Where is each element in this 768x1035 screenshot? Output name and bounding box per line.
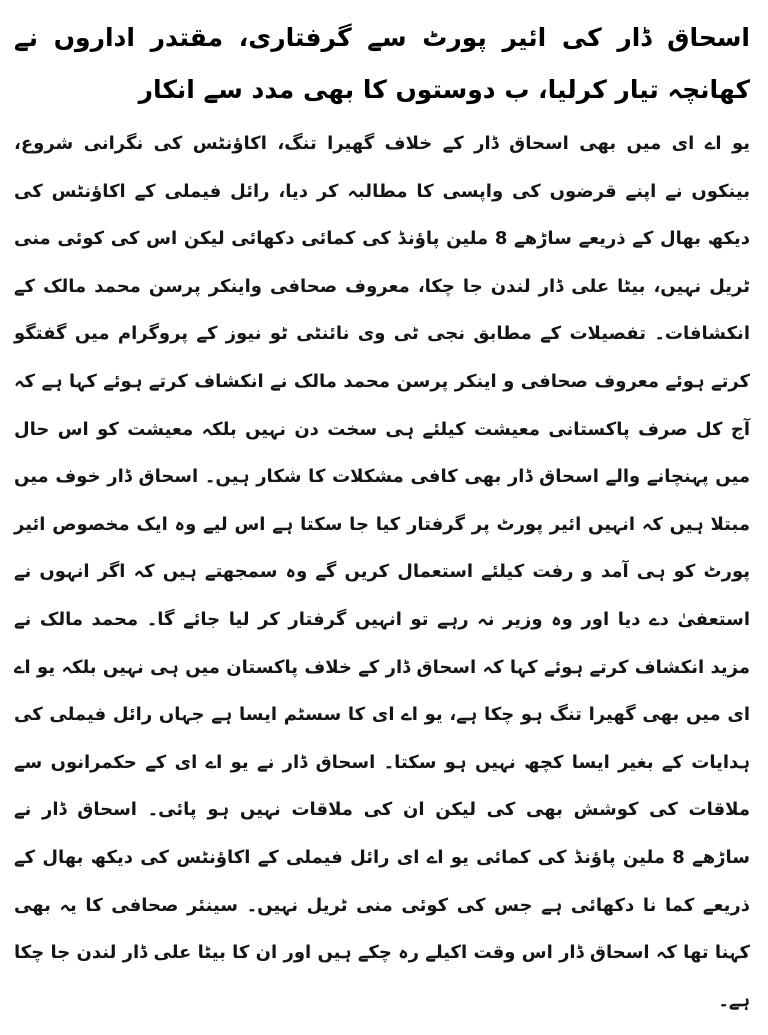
article-body: یو اے ای میں بھی اسحاق ڈار کے خلاف گھیرا تنگ، اکاؤنٹس کی نگرانی شروع، بینکوں نے اپنے قرضوں کی واپسی کا مطالبہ کر دیا، رائل فیملی کے اکاؤنٹس کی دیکھ بھال کے ذریعے ساڑھے 8 ملین پاؤنڈ کی کمائی دکھائی لیکن اس کی کوئی منی ٹریل نہیں، بیٹا علی ڈار لندن جا چکا، معروف صحافی واینکر پرسن محمد مالک کے انکشافات۔ تفصیلات کے مطابق نجی ٹی وی نائنٹی ٹو نیوز کے پروگرام میں گفتگو کرتے ہوئے معروف صحافی و اینکر پرسن محمد مالک نے انکشاف کرتے ہوئے کہا ہے کہ آج کل صرف پاکستانی معیشت کیلئے ہی سخت دن نہیں بلکہ معیشت کو اس حال میں پہنچانے والے اسحاق ڈار بھی کافی مشکلات کا شکار ہیں۔ اسحاق ڈار خوف میں مبتلا ہیں کہ انہیں ائیر پورٹ پر گرفتار کیا جا سکتا ہے اس لیے وہ ایک مخصوص ائیر پورٹ کو ہی آمد و رفت کیلئے استعمال کریں گے وہ سمجھتے ہیں کہ اگر انہوں نے استعفیٰ دے دیا اور وہ وزیر نہ رہے تو انہیں گرفتار کر لیا جائے گا۔ محمد مالک نے مزید انکشاف کرتے ہوئے کہا کہ اسحاق ڈار کے خلاف پاکستان میں ہی نہیں بلکہ یو اے ای میں بھی گھیرا تنگ ہو چکا ہے، یو اے ای کا سسٹم ایسا ہے جہاں رائل فیملی کی ہدایات کے بغیر ایسا کچھ نہیں ہو سکتا۔ اسحاق ڈار نے یو اے ای کے حکمرانوں سے ملاقات کی کوشش بھی کی لیکن ان کی ملاقات نہیں ہو پائی۔ اسحاق ڈار نے ساڑھے 8 ملین پاؤنڈ کی کمائی یو اے ای رائل فیملی کے اکاؤنٹس کی دیکھ بھال کے ذریعے کما نا دکھائی ہے جس کی کوئی منی ٹریل نہیں۔ سینئر صحافی کا یہ بھی کہنا تھا کہ اسحاق ڈار اس وقت اکیلے رہ چکے ہیں اور ان کا بیٹا علی ڈار لندن جا چکا ہے۔ [14,133,750,1011]
article-headline: اسحاق ڈار کی ائیر پورٹ سے گرفتاری، مقتدر اداروں نے کھانچہ تیار کرلیا، ب دوستوں کا بھی مدد سے انکار [14,23,750,104]
